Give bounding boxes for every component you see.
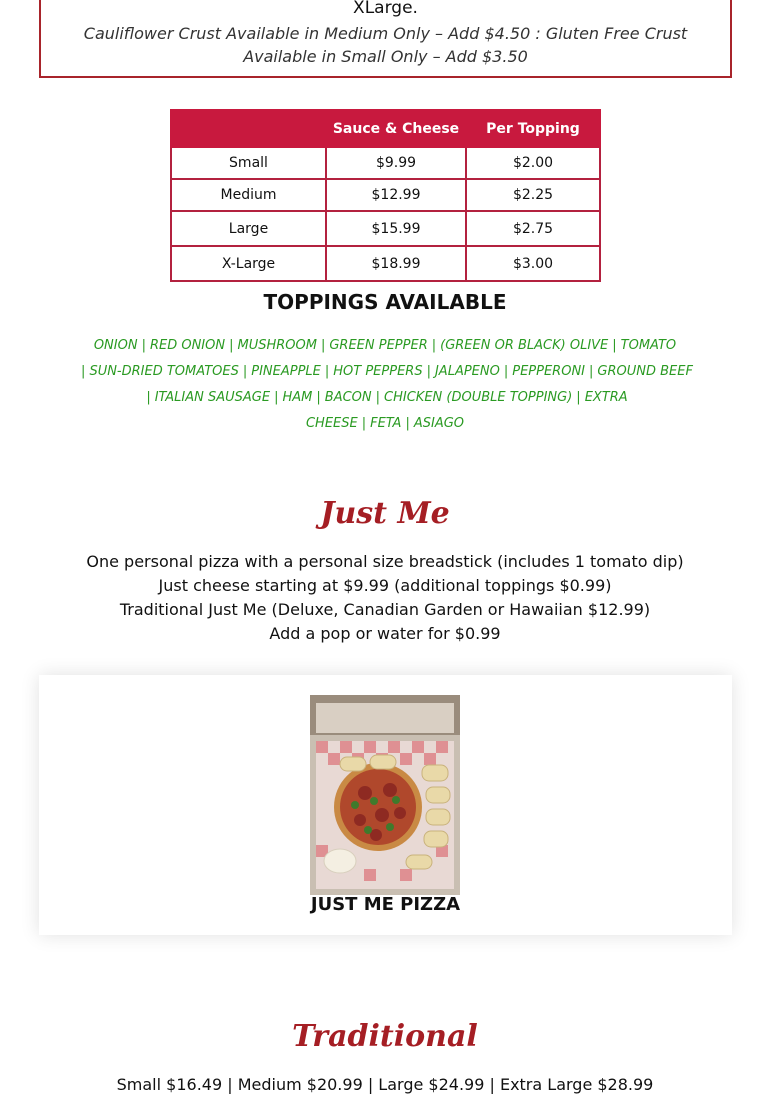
size-cell: X-Large — [171, 246, 326, 281]
sauce-cheese-price: $18.99 — [326, 246, 466, 281]
description-line: One personal pizza with a personal size breadstick (includes 1 tomato dip) — [86, 552, 684, 571]
just-me-pizza-photo[interactable] — [310, 695, 460, 895]
table-row — [171, 211, 600, 246]
toppings-line-1: ONION | RED ONION | MUSHROOM | GREEN PEPPER | (GREEN OR BLACK) OLIVE | TOMATO — [93, 338, 677, 353]
size-cell: Large — [171, 211, 326, 246]
per-topping-price: $2.25 — [466, 179, 600, 211]
notice-line-xlarge: XLarge. — [353, 0, 418, 18]
topping-item: ONION — [93, 338, 138, 353]
topping-item: PINEAPPLE — [251, 364, 321, 379]
size-cell: Small — [171, 147, 326, 179]
header-size — [171, 110, 326, 147]
table-row — [171, 147, 600, 179]
topping-item: MUSHROOM — [237, 338, 317, 353]
topping-item: CHICKEN (DOUBLE TOPPING) — [384, 390, 573, 405]
per-topping-price: $3.00 — [466, 246, 600, 281]
toppings-line-2: | SUN-DRIED TOMATOES | PINEAPPLE | HOT PEPPERS | JALAPENO | PEPPERONI | GROUND BEEF — [81, 364, 693, 379]
notice-crust-options: Cauliflower Crust Available in Medium Only – Add $4.50 : Gluten Free Crust Available in Small Only – Add $3.50 — [83, 24, 688, 66]
sauce-cheese-price: $9.99 — [326, 147, 466, 179]
topping-item: ASIAGO — [413, 416, 465, 431]
description-line: Just cheese starting at $9.99 (additional toppings $0.99) — [158, 576, 612, 595]
price-table-header — [171, 110, 600, 147]
traditional-prices: Small $16.49 | Medium $20.99 | Large $24.99 | Extra Large $28.99 — [116, 1075, 654, 1094]
table-row — [171, 246, 600, 281]
toppings-list — [70, 333, 700, 437]
toppings-title: TOPPINGS AVAILABLE — [263, 290, 507, 314]
sauce-cheese-price: $12.99 — [326, 179, 466, 211]
just-me-title: Just Me — [320, 496, 450, 531]
topping-item: RED ONION — [149, 338, 226, 353]
topping-item: BACON — [324, 390, 372, 405]
topping-item: ITALIAN SAUSAGE — [154, 390, 271, 405]
size-cell: Medium — [171, 179, 326, 211]
description-line: Add a pop or water for $0.99 — [269, 624, 501, 643]
topping-item: SUN-DRIED TOMATOES — [89, 364, 239, 379]
just-me-description — [0, 550, 770, 646]
header-sauce-cheese: Sauce & Cheese — [326, 110, 466, 147]
just-me-pizza-caption: JUST ME PIZZA — [310, 894, 461, 915]
traditional-title: Traditional — [292, 1019, 478, 1054]
toppings-line-3: | ITALIAN SAUSAGE | HAM | BACON | CHICKEN (DOUBLE TOPPING) | EXTRA CHEESE | FETA | ASIAGO — [146, 390, 628, 431]
topping-item: JALAPENO — [434, 364, 500, 379]
pizza-box-illustration — [310, 695, 460, 895]
just-me-pizza-card[interactable] — [39, 675, 732, 935]
table-row — [171, 179, 600, 211]
sauce-cheese-price: $15.99 — [326, 211, 466, 246]
topping-item: HOT PEPPERS — [333, 364, 423, 379]
topping-item: PEPPERONI — [512, 364, 586, 379]
topping-item: HAM — [282, 390, 313, 405]
topping-item: GREEN PEPPER — [329, 338, 428, 353]
topping-item: FETA — [370, 416, 402, 431]
per-topping-price: $2.75 — [466, 211, 600, 246]
pizza-price-table — [170, 109, 601, 282]
topping-item: TOMATO — [620, 338, 677, 353]
topping-item: EXTRA CHEESE — [305, 390, 628, 431]
per-topping-price: $2.00 — [466, 147, 600, 179]
description-line: Traditional Just Me (Deluxe, Canadian Garden or Hawaiian $12.99) — [119, 600, 651, 619]
header-per-topping: Per Topping — [466, 110, 600, 147]
topping-item: (GREEN OR BLACK) OLIVE — [440, 338, 609, 353]
topping-item: GROUND BEEF — [597, 364, 693, 379]
crust-notice-box — [39, 0, 732, 78]
